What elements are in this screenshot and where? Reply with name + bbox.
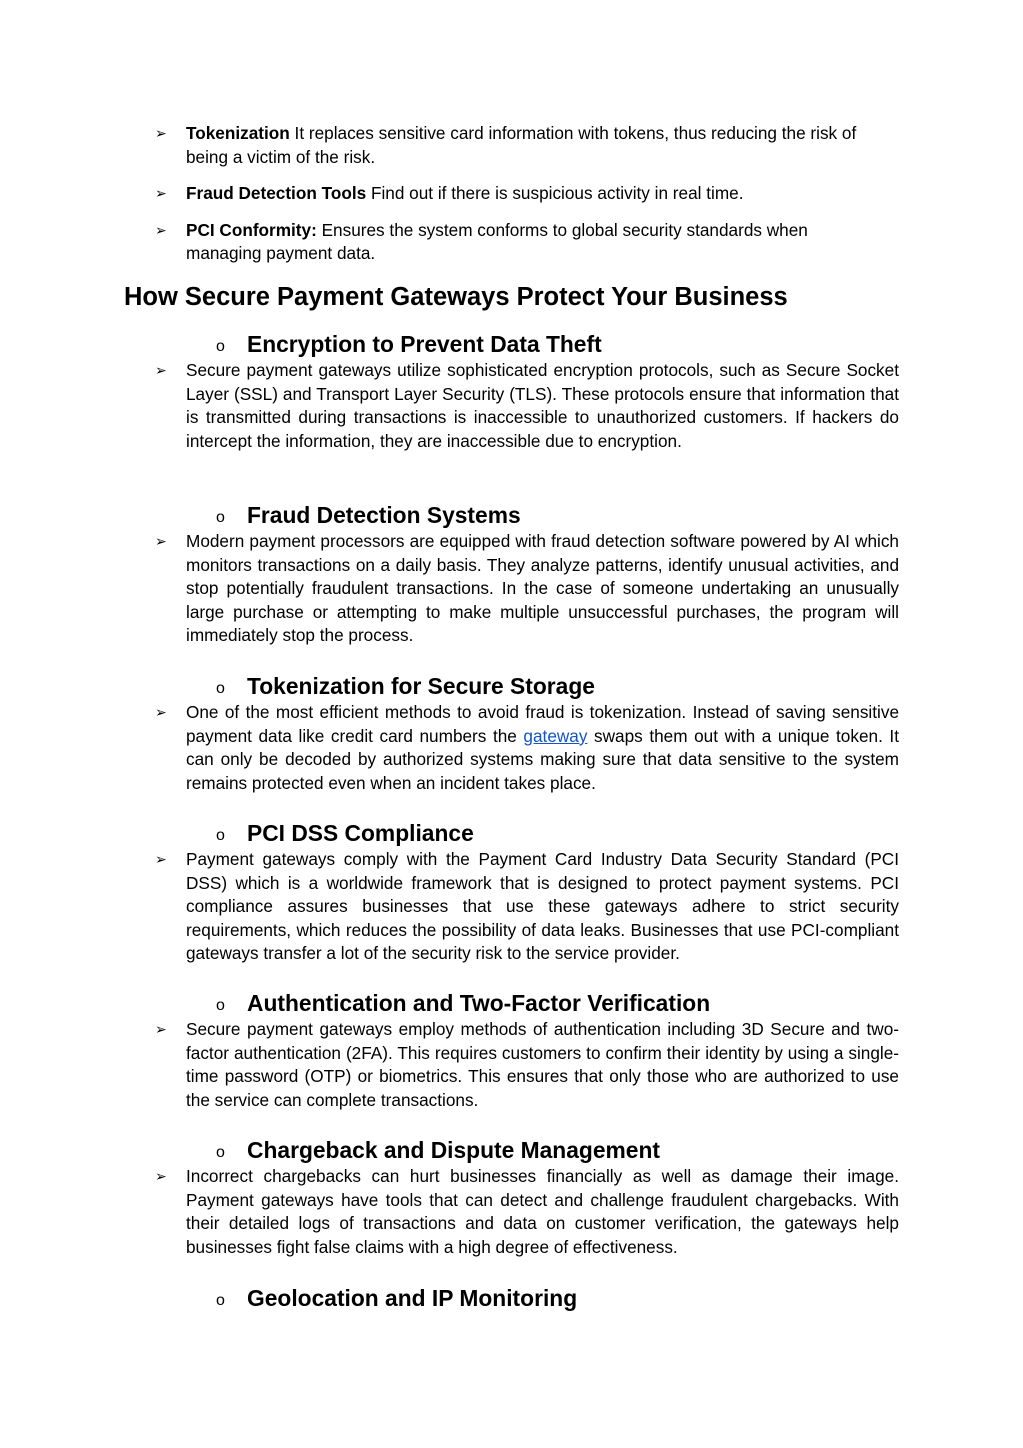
list-item (0, 122, 870, 169)
subsection-title: Encryption to Prevent Data Theft (247, 331, 602, 357)
subsection-body (0, 359, 899, 453)
bullet-term: PCI Conformity: (186, 219, 317, 240)
subsection-heading (0, 818, 1023, 848)
subsection-title: PCI DSS Compliance (247, 820, 474, 846)
bullet-term: Tokenization (186, 123, 290, 143)
paragraph-text: Payment gateways comply with the Payment Card Industry Data Security Standard (PCI DSS) which is a worldwide framework that is designed to protect payment systems. PCI compliance assures businesses that use these gateways adhere to strict security requirements, which reduces the possibility of data leaks. Businesses that use PCI-compliant gateways transfer a lot of the security risk to the service provider. (186, 849, 899, 964)
subsection-tokenization (0, 671, 1023, 795)
subsection-title: Authentication and Two-Factor Verification (247, 990, 711, 1016)
circle-bullet-icon: o (216, 680, 225, 697)
subsection-encryption (0, 329, 1023, 453)
subsection-title: Geolocation and IP Monitoring (247, 1285, 578, 1311)
gateway-link[interactable]: gateway (523, 725, 588, 746)
bullet-text: It replaces sensitive card information with tokens, thus reducing the risk of being a victim of the risk. (186, 123, 857, 167)
section-heading: How Secure Payment Gateways Protect Your Business (124, 283, 788, 311)
subsection-heading (0, 671, 1023, 701)
paragraph-text: Incorrect chargebacks can hurt businesses financially as well as damage their image. Payment gateways have tools that can detect and challenge fraudulent chargebacks. With their detailed logs of transactions and data on customer verification, the gateways help businesses fight false claims with a high degree of effectiveness. (186, 1166, 899, 1257)
circle-bullet-icon: o (216, 509, 225, 526)
subsection-pci-dss (0, 818, 1023, 966)
circle-bullet-icon: o (216, 1292, 225, 1309)
subsection-heading (0, 500, 1023, 530)
arrow-bullet-icon: ➢ (155, 851, 167, 867)
arrow-bullet-icon: ➢ (155, 1168, 167, 1184)
arrow-bullet-icon: ➢ (155, 704, 167, 720)
subsection-chargeback (0, 1135, 1023, 1259)
subsection-body (0, 701, 899, 795)
subsection-heading (0, 988, 1023, 1018)
list-item (0, 219, 870, 266)
subsection-fraud-detection (0, 500, 1023, 648)
bullet-term: Fraud Detection Tools (186, 183, 367, 204)
paragraph-text: swaps them out with a unique token. It can only be decoded by authorized systems making sure that data sensitive to the system remains protected even when an incident takes place. (186, 725, 899, 793)
subsection-body (0, 1018, 899, 1112)
circle-bullet-icon: o (216, 827, 225, 844)
subsection-title: Chargeback and Dispute Management (247, 1137, 660, 1163)
paragraph-text: One of the most efficient methods to avoid fraud is tokenization. Instead of saving sensitive payment data like credit card numbers the (186, 702, 899, 746)
subsection-title: Tokenization for Secure Storage (247, 673, 595, 699)
circle-bullet-icon: o (216, 997, 225, 1014)
subsection-authentication (0, 988, 1023, 1112)
arrow-bullet-icon: ➢ (155, 221, 167, 238)
paragraph-text: Secure payment gateways utilize sophisticated encryption protocols, such as Secure Socket Layer (SSL) and Transport Layer Security (TLS). These protocols ensure that information that is transmitted during transactions is inaccessible to unauthorized customers. If hackers do intercept the information, they are inaccessible due to encryption. (186, 360, 899, 451)
arrow-bullet-icon: ➢ (155, 533, 167, 549)
bullet-text: Ensures the system conforms to global security standards when managing payment data. (186, 219, 808, 264)
arrow-bullet-icon: ➢ (155, 1021, 167, 1037)
subsection-title: Fraud Detection Systems (247, 502, 521, 528)
subsection-heading (0, 1283, 1023, 1313)
arrow-bullet-icon: ➢ (155, 125, 167, 141)
circle-bullet-icon: o (216, 338, 225, 355)
arrow-bullet-icon: ➢ (155, 185, 167, 202)
paragraph-text: Modern payment processors are equipped with fraud detection software powered by AI which monitors transactions on a daily basis. They analyze patterns, identify unusual activities, and stop potentially fraudulent transactions. In the case of someone undertaking an unusually large purchase or attempting to make multiple unsuccessful purchases, the program will immediately stop the process. (186, 531, 899, 646)
subsection-heading (0, 329, 1023, 359)
subsection-heading (0, 1135, 1023, 1165)
subsection-geolocation (0, 1283, 1023, 1313)
subsection-body (0, 1165, 899, 1259)
circle-bullet-icon: o (216, 1144, 225, 1161)
list-item (0, 182, 870, 206)
intro-bullet-list (0, 122, 1023, 279)
bullet-text: Find out if there is suspicious activity in real time. (366, 183, 744, 204)
subsection-body (0, 530, 899, 648)
arrow-bullet-icon: ➢ (155, 362, 167, 378)
paragraph-text: Secure payment gateways employ methods of authentication including 3D Secure and two-factor authentication (2FA). This requires customers to confirm their identity by using a single-time password (OTP) or biometrics. This ensures that only those who are authorized to use the service can complete transactions. (186, 1019, 899, 1110)
subsection-body (0, 848, 899, 966)
